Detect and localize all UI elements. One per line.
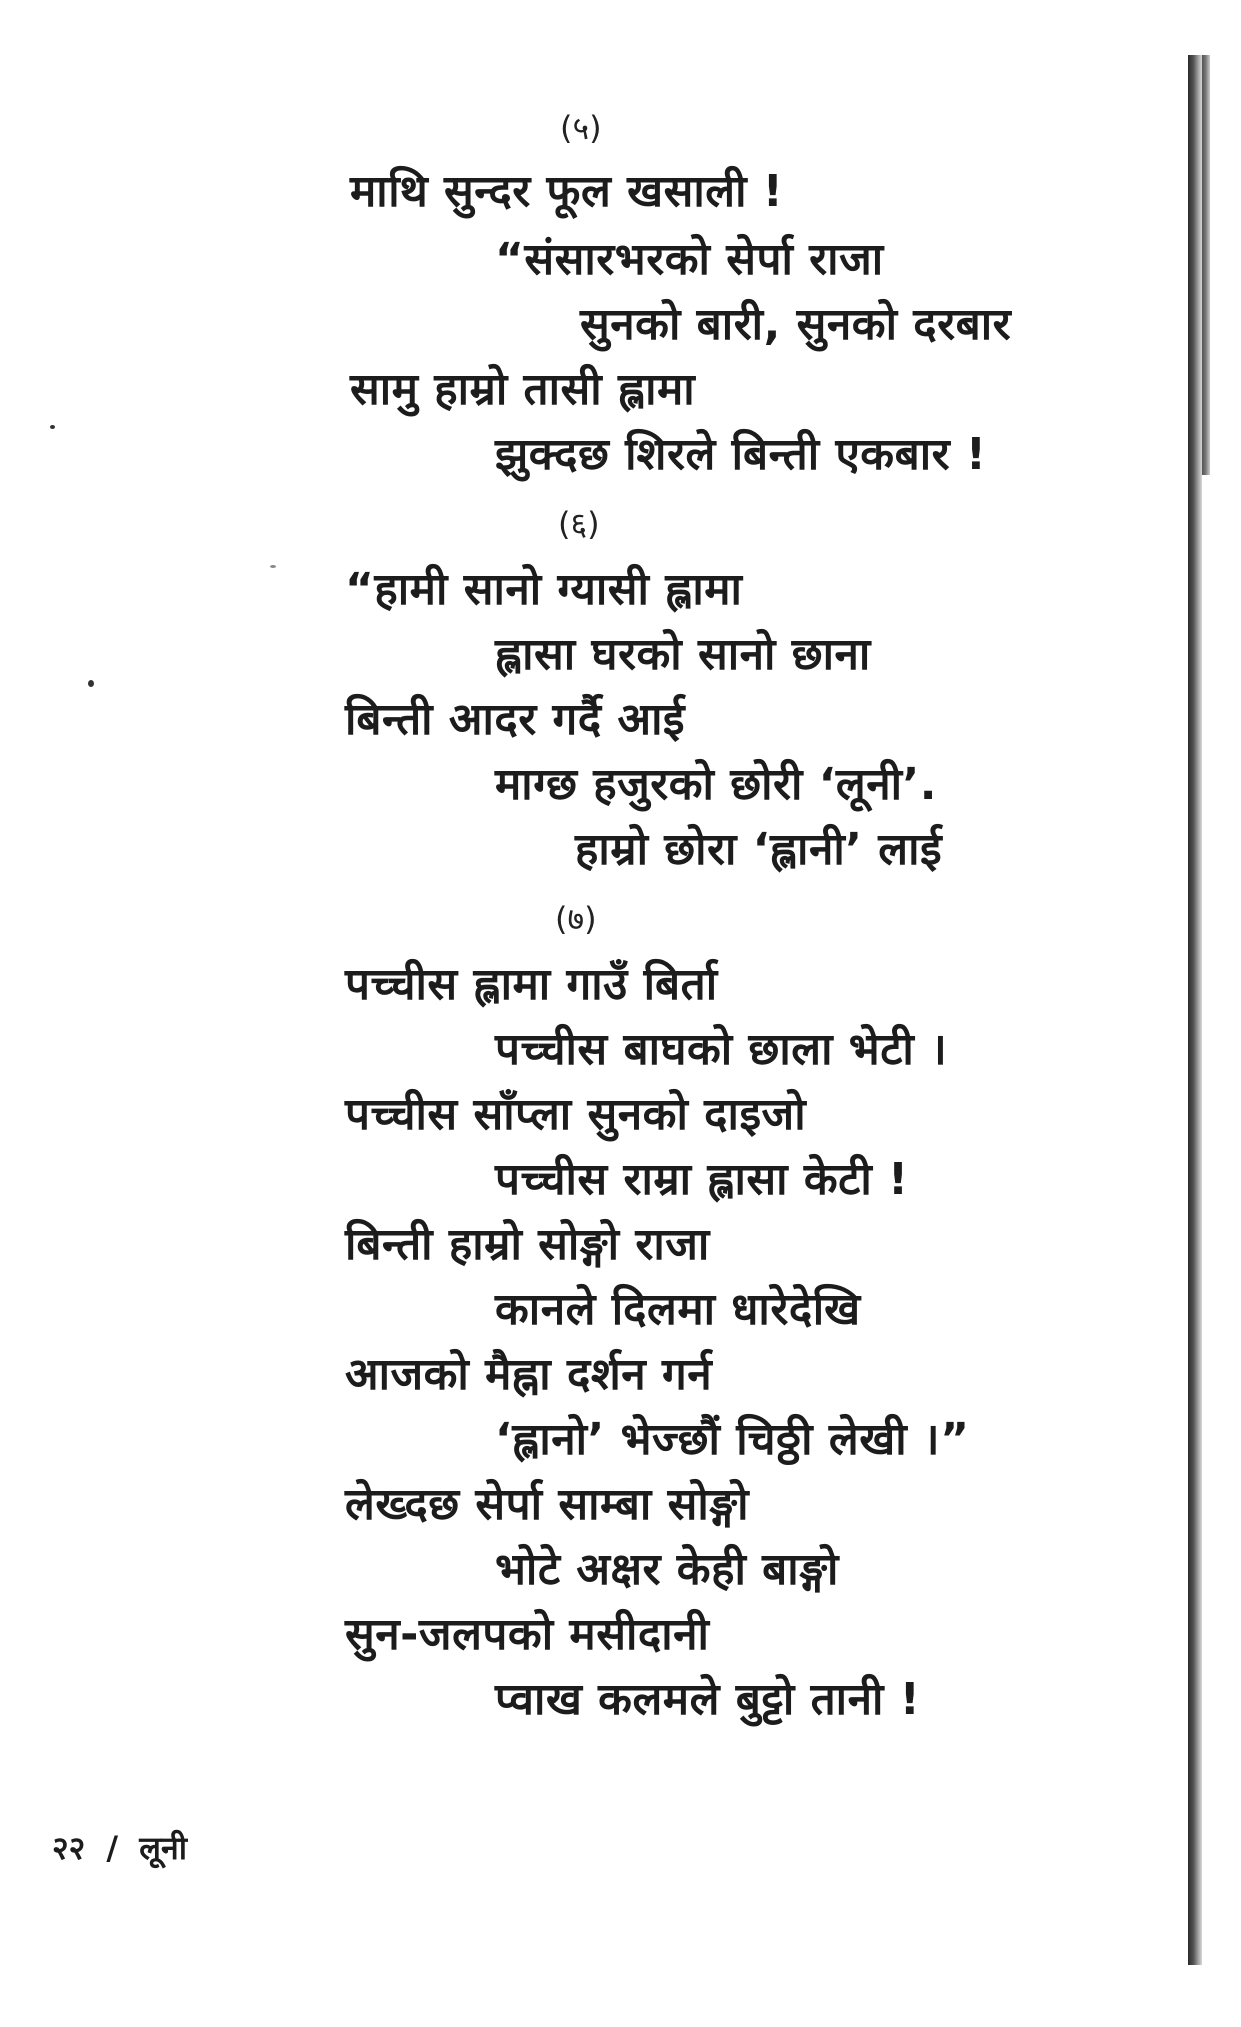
poem-line: भोटे अक्षर केही बाङ्गो — [495, 1544, 839, 1595]
poem-line: “हामी सानो ग्यासी ह्लामा — [345, 564, 743, 615]
poem-line: बिन्ती हाम्रो सोङ्गो राजा — [345, 1219, 710, 1270]
poem-line: माथि सुन्दर फूल खसाली ! — [350, 166, 784, 217]
stanza-number: (६) — [558, 505, 600, 543]
poem-line: पच्चीस राम्रा ह्लासा केटी ! — [495, 1154, 909, 1205]
page-footer — [52, 1826, 187, 1869]
poem-line: बिन्ती आदर गर्दै आई — [345, 694, 686, 745]
poem-line: झुक्दछ शिरले बिन्ती एकबार ! — [495, 429, 987, 480]
scan-speck — [50, 425, 55, 429]
poem-line: लेख्दछ सेर्पा साम्बा सोङ्गो — [345, 1479, 749, 1530]
poem-line: सुनको बारी, सुनको दरबार — [580, 299, 1012, 350]
poem-line: कानले दिलमा धारेदेखि — [495, 1284, 861, 1335]
poem-line: पच्चीस साँप्ला सुनको दाइजो — [345, 1089, 807, 1140]
footer-separator: / — [106, 1829, 119, 1867]
poem-line: पच्चीस बाघको छाला भेटी । — [495, 1024, 948, 1075]
book-title: लूनी — [139, 1829, 187, 1867]
poem-line: माग्छ हजुरको छोरी ‘लूनी’. — [495, 759, 937, 810]
binding-edge — [1188, 55, 1202, 1965]
poem-line: सामु हाम्रो तासी ह्लामा — [350, 364, 696, 415]
poem-line: प्वाख कलमले बुट्टो तानी ! — [495, 1674, 921, 1725]
poem-line: सुन-जलपको मसीदानी — [345, 1609, 710, 1660]
poem-line: ह्लासा घरको सानो छाना — [495, 629, 871, 680]
poem-line: “संसारभरको सेर्पा राजा — [495, 234, 884, 285]
scan-speck — [88, 680, 94, 687]
stanza-number: (५) — [560, 109, 602, 147]
scan-speck — [270, 565, 276, 568]
poem-line: ‘ह्लानो’ भेज्छौं चिठ्ठी लेखी ।” — [495, 1414, 970, 1465]
poem-line: पच्चीस ह्लामा गाउँ बिर्ता — [345, 959, 718, 1010]
poem-line: आजको मैह्ना दर्शन गर्न — [345, 1349, 713, 1400]
poem-line: हाम्रो छोरा ‘ह्लानी’ लाई — [575, 824, 943, 875]
page-number: २२ — [52, 1829, 86, 1867]
stanza-number: (७) — [555, 900, 597, 938]
